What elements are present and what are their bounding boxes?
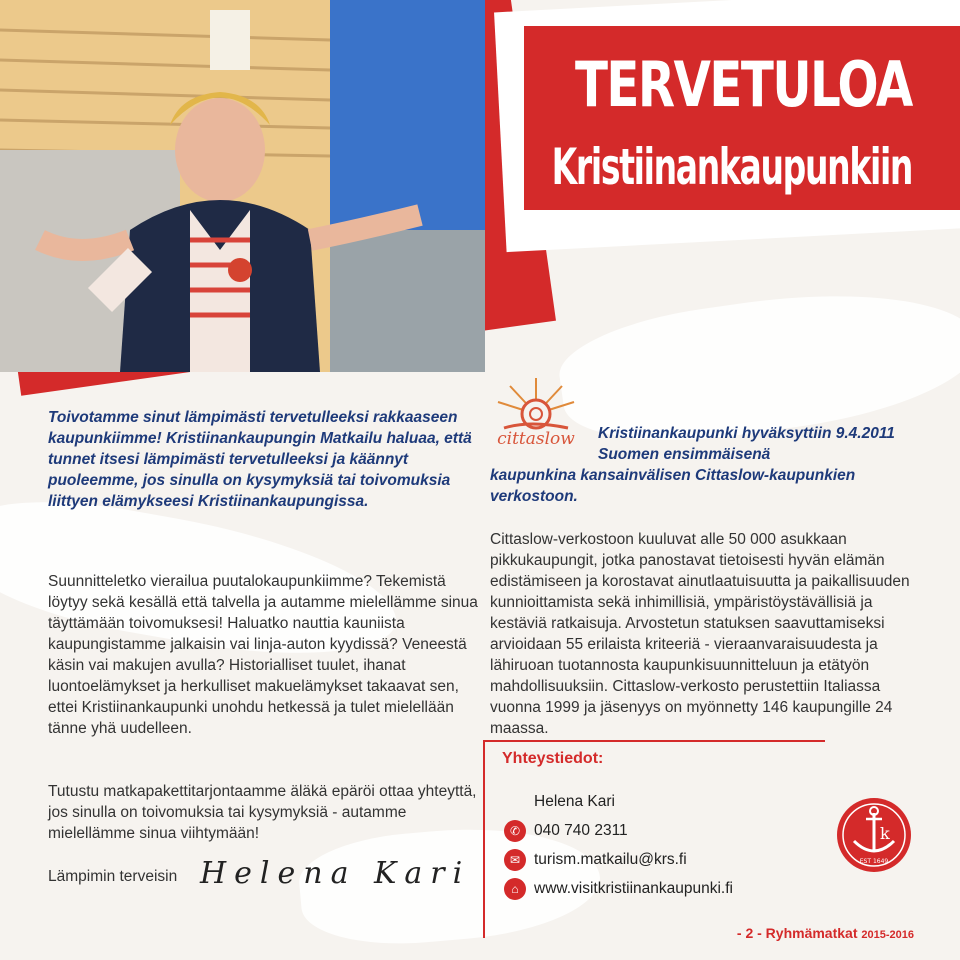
svg-text:cittaslow: cittaslow bbox=[497, 429, 575, 446]
contact-title: Yhteystiedot: bbox=[502, 750, 604, 767]
phone-icon: ✆ bbox=[504, 820, 526, 842]
anchor-emblem bbox=[836, 797, 912, 873]
cittaslow-logo bbox=[490, 374, 582, 446]
page-footer bbox=[737, 925, 914, 941]
signature: Helena Kari bbox=[200, 856, 471, 891]
title-banner bbox=[524, 26, 960, 210]
contact-email[interactable]: turism.matkailu@krs.fi bbox=[534, 851, 687, 868]
contact-web-row bbox=[504, 878, 733, 900]
contact-web[interactable]: www.visitkristiinankaupunki.fi bbox=[534, 880, 733, 897]
contact-phone-row bbox=[504, 820, 628, 842]
publication-year: 2015-2016 bbox=[861, 929, 914, 941]
cittaslow-body: Cittaslow-verkostoon kuuluvat alle 50 000 asukkaan pikkukaupungit, jotka panostavat tietoisesti hyvän elämän edistämiseen ja korostavat ainutlaatuisuutta ja paikallisuuden kunnioittamista sekä inhimillisiä, ympäristöystävällisiä ja kestäviä ratkaisuja. Arvostetun statuksen saavuttamiseksi arvioidaan 55 erilaista kriteeriä - vieraanvaraisuudesta ja lähiruoan tuotannosta kaupunkisuunnitteluun ja etätyön mahdollisuuksiin. Cittaslow-verkosto perustettiin Italiassa vuonna 1999 ja jäsenyys on myönnetty 146 kaupungille 24 maassa. bbox=[490, 530, 910, 737]
intro-text: Toivotamme sinut lämpimästi tervetulleeksi rakkaaseen kaupunkiimme! Kristiinankaupungin Matkailu haluaa, että tunnet itsesi lämpimästi tervetulleeksi ja käännyt puoleemme, jos sinulla on kysymyksiä tai toivomuksia liittyen elämykseesi Kristiinankaupungissa. bbox=[48, 409, 472, 510]
body-paragraph-2: Tutustu matkapakettitarjontaamme äläkä epäröi ottaa yhteyttä, jos sinulla on toivomuksia tai kysymyksiä - autamme mielellämme sinua viihtymään! bbox=[48, 782, 477, 842]
contact-name: Helena Kari bbox=[534, 793, 615, 810]
greeting: Lämpimin terveisin bbox=[48, 868, 178, 885]
cittaslow-heading: Kristiinankaupunki hyväksyttiin 9.4.2011 Suomen ensimmäisenä bbox=[598, 424, 895, 463]
body-paragraph-1: Suunnitteletko vierailua puutalokaupunkiimme? Tekemistä löytyy sekä kesällä että talvella ja autamme mielellämme sinua täyttämään toivomuksesi! Haluatko nauttia kauniista kaupungistamme jalkaisin vai linja-auton kyydissä? Veneestä käsin vai makujen avulla? Historialliset tuulet, ihanat luontoelämykset ja herkulliset makuelämykset takaavat sen, ettei Kristiinankaupunki unohdu hetkessä ja tulet mielellään tänne yhä uudelleen. bbox=[48, 572, 478, 737]
banner-subtitle: Kristiinankaupunkiin bbox=[551, 138, 912, 196]
page-number: - 2 - bbox=[736, 925, 762, 941]
banner-title: TERVETULOA bbox=[575, 48, 912, 121]
svg-text:k: k bbox=[880, 824, 890, 843]
contact-email-row bbox=[504, 849, 687, 871]
home-icon: ⌂ bbox=[504, 878, 526, 900]
welcome-photo bbox=[0, 0, 485, 372]
cittaslow-heading-cont: kaupunkina kansainvälisen Cittaslow-kaupunkien verkostoon. bbox=[490, 466, 856, 505]
svg-text:EST 1649: EST 1649 bbox=[859, 858, 889, 865]
publication-name: Ryhmämatkat bbox=[765, 925, 858, 941]
mail-icon: ✉ bbox=[504, 849, 526, 871]
contact-phone: 040 740 2311 bbox=[534, 822, 628, 839]
